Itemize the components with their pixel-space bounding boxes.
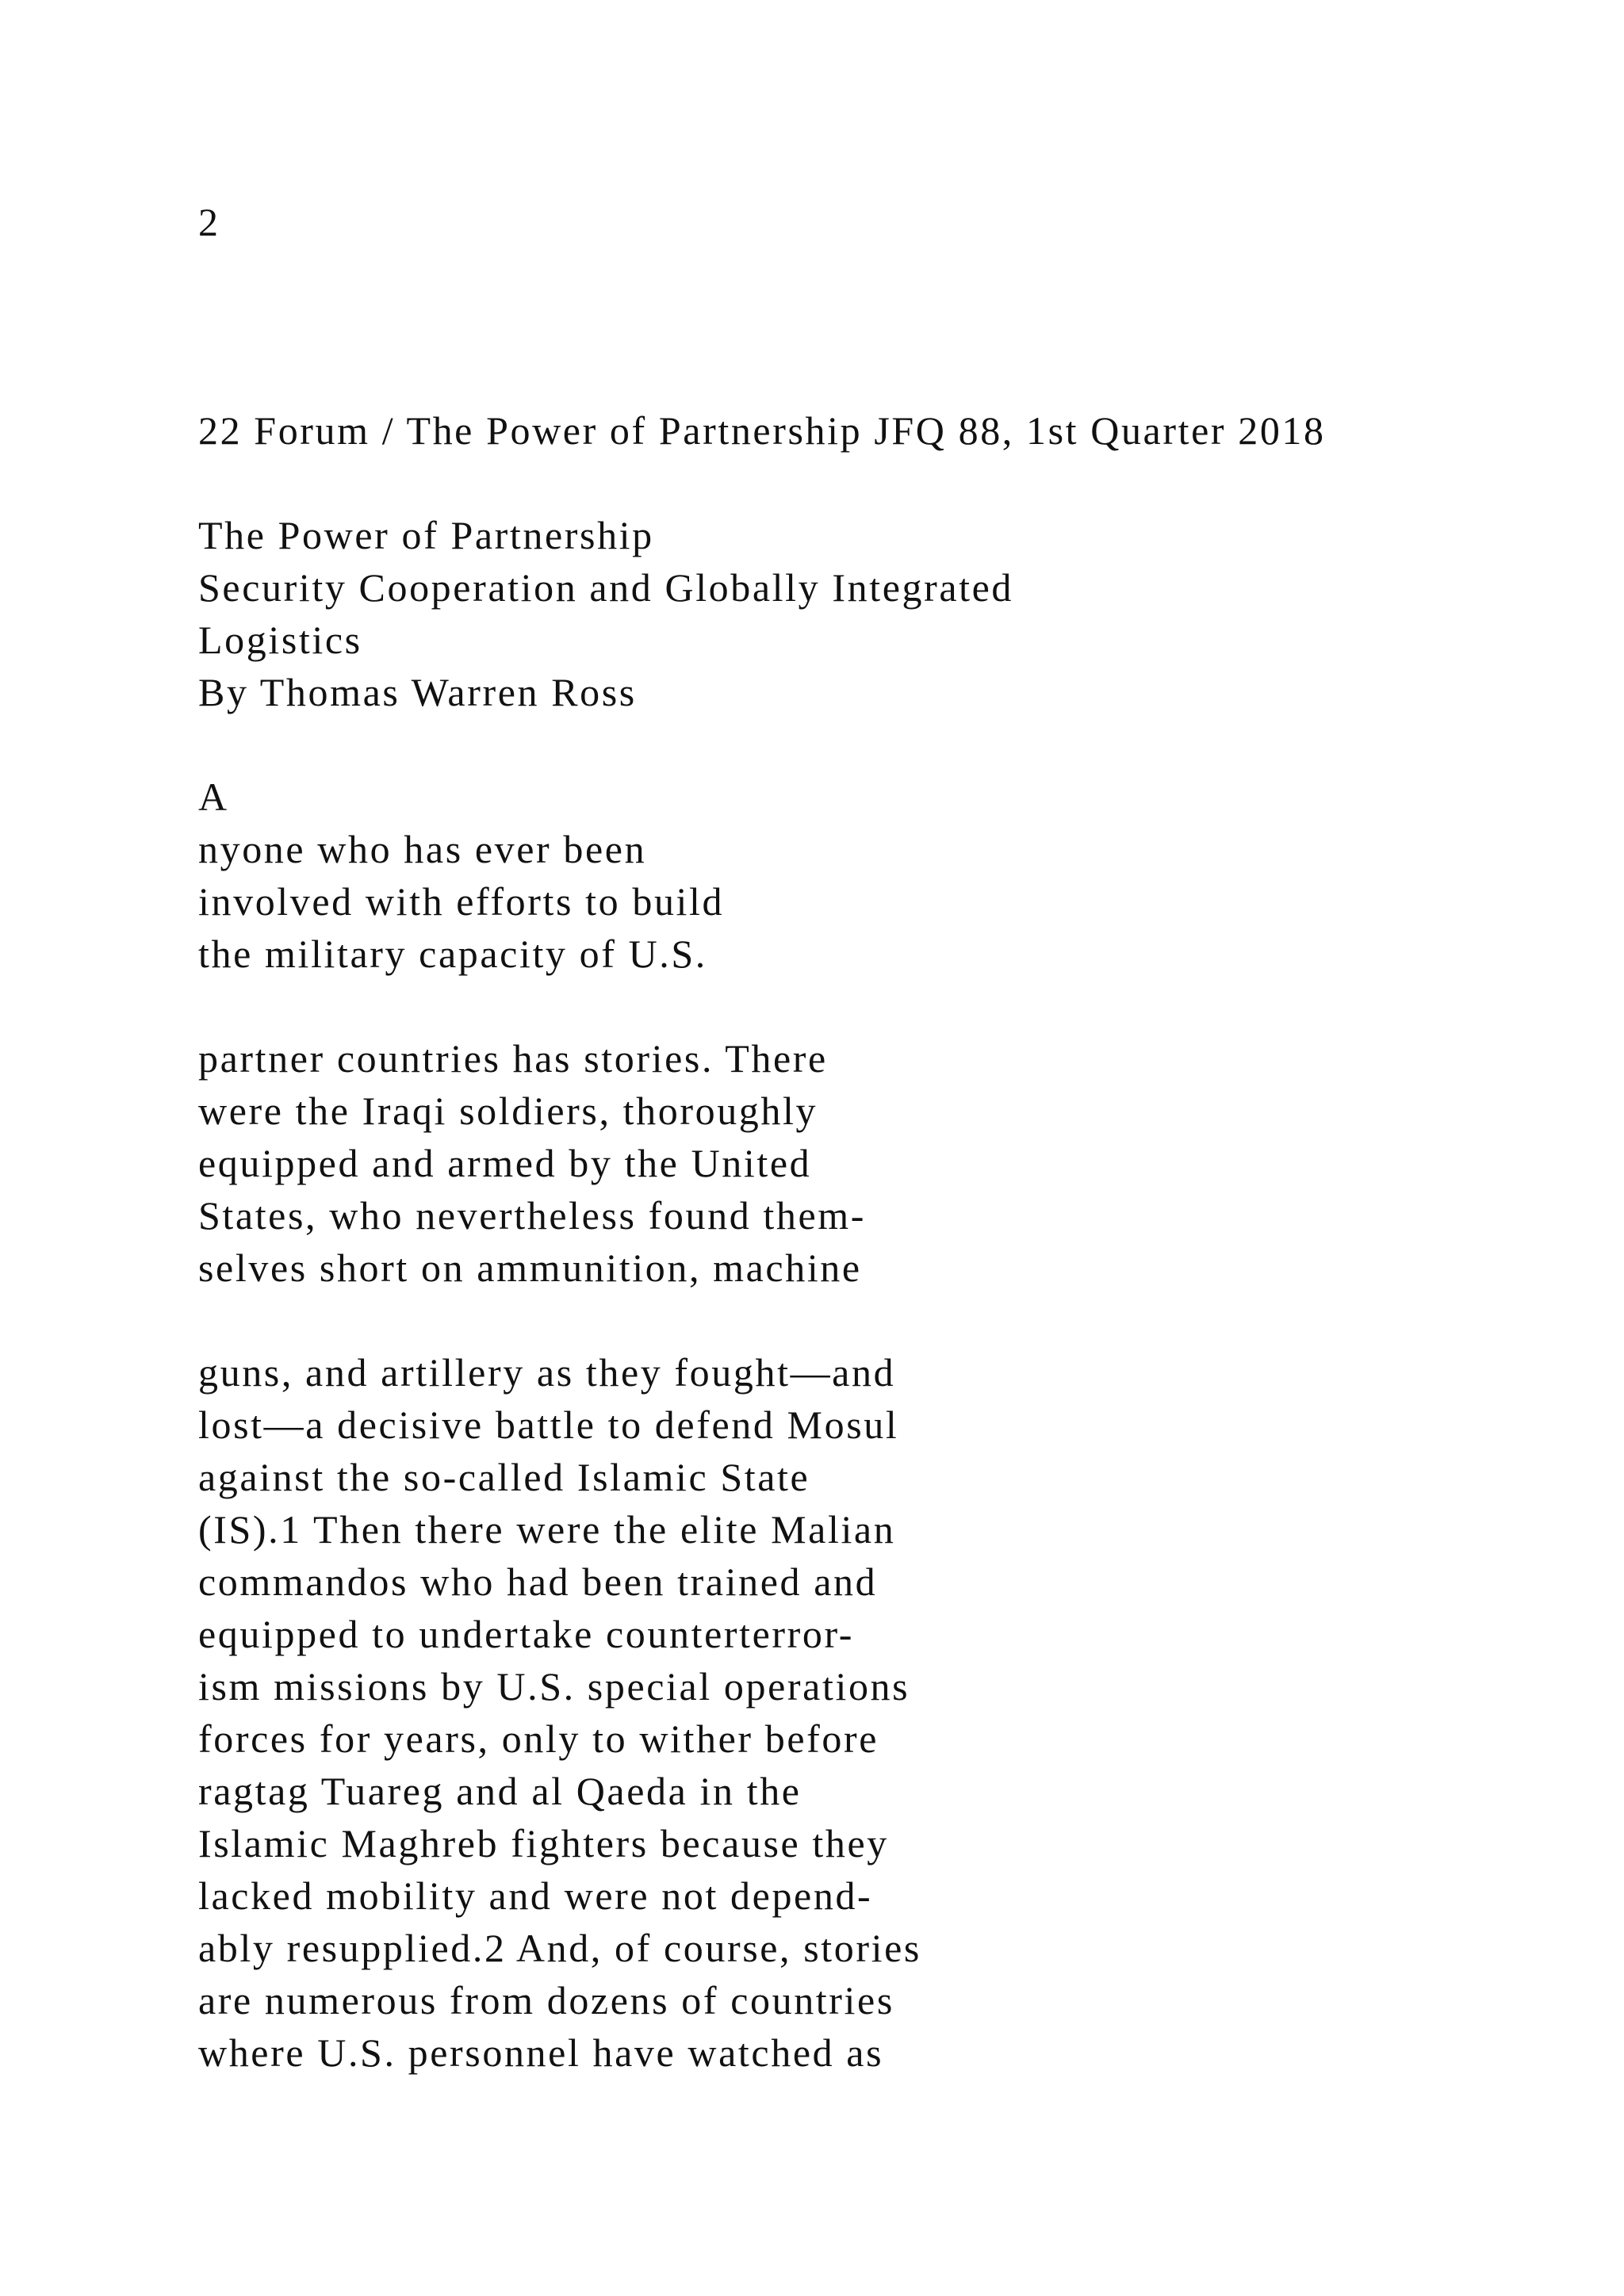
article-subtitle-line: Security Cooperation and Globally Integrated: [198, 565, 1014, 610]
body-line: lost—a decisive battle to defend Mosul: [198, 1402, 899, 1447]
body-line: (IS).1 Then there were the elite Malian: [198, 1507, 896, 1552]
body-line: where U.S. personnel have watched as: [198, 2030, 884, 2075]
page-number: 2: [198, 200, 220, 244]
body-line: were the Iraqi soldiers, thoroughly: [198, 1089, 818, 1133]
body-line: ragtag Tuareg and al Qaeda in the: [198, 1769, 802, 1813]
body-line: States, who nevertheless found them-: [198, 1193, 867, 1238]
body-line: guns, and artillery as they fought—and: [198, 1350, 896, 1395]
body-line: against the so-called Islamic State: [198, 1455, 810, 1499]
body-line: ably resupplied.2 And, of course, stories: [198, 1926, 921, 1970]
article-byline: By Thomas Warren Ross: [198, 670, 637, 714]
body-line: forces for years, only to wither before: [198, 1716, 879, 1761]
article-title: The Power of Partnership: [198, 513, 654, 557]
body-line: equipped and armed by the United: [198, 1141, 812, 1185]
body-line: equipped to undertake counterterror-: [198, 1612, 854, 1656]
body-line: nyone who has ever been: [198, 827, 647, 871]
body-line: the military capacity of U.S.: [198, 932, 707, 976]
body-line: lacked mobility and were not depend-: [198, 1873, 873, 1918]
body-line: selves short on ammunition, machine: [198, 1246, 862, 1290]
body-line: are numerous from dozens of countries: [198, 1978, 894, 2022]
body-line: commandos who had been trained and: [198, 1559, 878, 1604]
body-line: Islamic Maghreb fighters because they: [198, 1821, 889, 1866]
body-line: involved with efforts to build: [198, 879, 725, 924]
body-line: partner countries has stories. There: [198, 1036, 828, 1081]
article-subtitle-line: Logistics: [198, 618, 362, 662]
running-header: 22 Forum / The Power of Partnership JFQ 88, 1st Quarter 2018: [198, 408, 1326, 453]
body-line: ism missions by U.S. special operations: [198, 1664, 910, 1709]
drop-cap-letter: A: [198, 775, 229, 819]
